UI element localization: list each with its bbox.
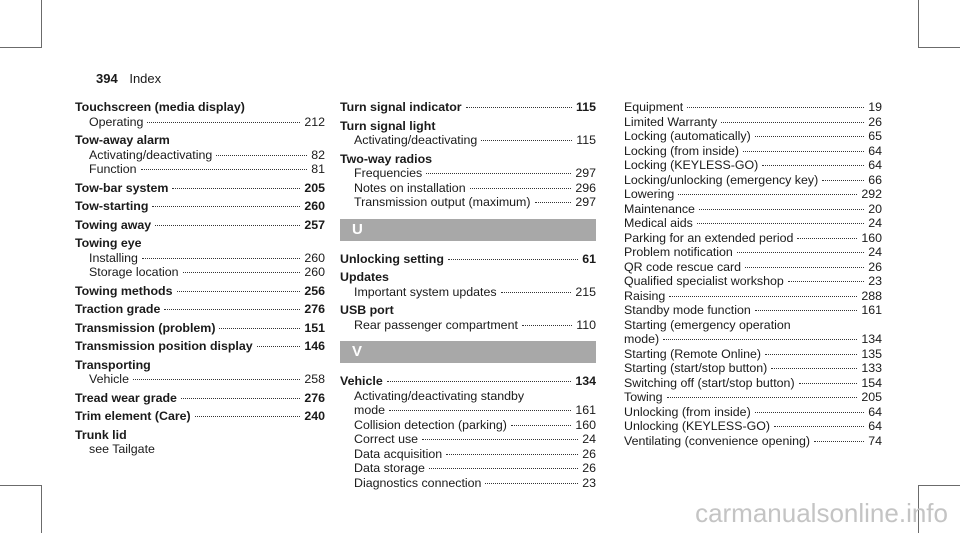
index-entry xyxy=(75,339,325,354)
entry-text: Data acquisition xyxy=(354,446,443,461)
dot-leader xyxy=(133,379,300,380)
page-ref: 260 xyxy=(304,250,325,265)
page-ref: 276 xyxy=(304,390,325,405)
dot-leader xyxy=(762,165,864,166)
entry-text: Function xyxy=(89,162,137,176)
dot-leader xyxy=(181,398,300,399)
page-ref: 61 xyxy=(582,251,596,266)
dot-leader xyxy=(183,272,301,273)
entry-text: Qualified specialist workshop xyxy=(624,274,784,288)
page-ref: 260 xyxy=(304,199,325,213)
sub-entry xyxy=(624,129,882,144)
crop-mark xyxy=(918,47,960,48)
entry-text: Operating xyxy=(89,114,144,129)
entry-text: Correct use xyxy=(354,432,419,446)
sub-entry-text: Activating/deactivating standby xyxy=(354,388,525,403)
dot-leader xyxy=(422,439,578,440)
index-entry xyxy=(75,236,325,280)
dot-leader xyxy=(470,188,572,189)
entry-text: Tread wear grade xyxy=(75,390,177,405)
sub-entry xyxy=(624,434,882,449)
sub-entry xyxy=(624,347,882,362)
page-ref: 276 xyxy=(304,302,325,316)
dot-leader xyxy=(446,454,578,455)
sub-entry xyxy=(624,274,882,289)
dot-leader xyxy=(164,309,300,310)
sub-entry xyxy=(624,303,882,318)
page-ref: 134 xyxy=(575,374,596,388)
page-ref: 65 xyxy=(868,129,882,143)
entry-text: Vehicle xyxy=(340,374,383,388)
page-ref: 135 xyxy=(861,346,882,361)
index-entry xyxy=(75,409,325,424)
sub-entry xyxy=(340,133,596,148)
page-ref: 258 xyxy=(304,372,325,386)
page-ref: 256 xyxy=(304,283,325,298)
index-entry-heading: Touchscreen (media display) xyxy=(75,100,245,114)
dot-leader xyxy=(814,441,864,442)
page-ref: 161 xyxy=(575,403,596,417)
entry-text: Diagnostics connection xyxy=(354,475,482,490)
dot-leader xyxy=(466,107,572,108)
entry-text: Starting (Remote Online) xyxy=(624,346,762,361)
entry-text: Activating/deactivating xyxy=(354,133,478,147)
page-ref: 64 xyxy=(868,158,882,172)
entry-text: Transmission output (maximum) xyxy=(354,195,531,209)
entry-text: Towing xyxy=(624,390,663,404)
page-ref: 26 xyxy=(868,259,882,274)
page-ref: 64 xyxy=(868,404,882,419)
index-entry-heading xyxy=(75,391,325,406)
sub-entry xyxy=(75,162,325,177)
dot-leader xyxy=(697,223,864,224)
dot-leader xyxy=(822,180,864,181)
index-entry xyxy=(75,358,325,387)
sub-entry xyxy=(340,166,596,181)
entry-text: Locking (KEYLESS-GO) xyxy=(624,158,759,172)
index-entry xyxy=(340,374,596,490)
page-ref: 161 xyxy=(861,303,882,317)
entry-text: Frequencies xyxy=(354,166,423,180)
entry-text: Problem notification xyxy=(624,245,733,259)
index-entry-heading xyxy=(75,409,325,424)
page-ref: 296 xyxy=(575,180,596,195)
dot-leader xyxy=(755,310,858,311)
dot-leader xyxy=(743,151,864,152)
entry-text: Rear passenger compartment xyxy=(354,317,518,332)
index-entry xyxy=(340,270,596,299)
dot-leader xyxy=(429,468,578,469)
index-entry xyxy=(75,218,325,233)
page-ref: 134 xyxy=(861,332,882,346)
crop-mark xyxy=(0,47,42,48)
sub-entry xyxy=(624,376,882,391)
dot-leader xyxy=(195,416,301,417)
entry-text: QR code rescue card xyxy=(624,259,742,274)
sub-entry xyxy=(75,372,325,387)
dot-leader xyxy=(765,354,857,355)
dot-leader xyxy=(799,383,858,384)
page-ref: 205 xyxy=(861,390,882,404)
index-entry xyxy=(75,133,325,177)
page-ref: 82 xyxy=(311,147,325,162)
index-entry-heading: Turn signal light xyxy=(340,118,436,133)
entry-text: Collision detection (parking) xyxy=(354,417,507,432)
index-entry-heading xyxy=(75,199,325,214)
entry-text: Equipment xyxy=(624,100,684,114)
dot-leader xyxy=(147,122,300,123)
sub-entry xyxy=(75,265,325,280)
dot-leader xyxy=(774,426,864,427)
index-entry xyxy=(75,302,325,317)
index-entry-heading: Two-way radios xyxy=(340,151,433,166)
index-entry-heading: Tow-away alarm xyxy=(75,133,170,147)
entry-text: Transmission (problem) xyxy=(75,320,216,335)
index-column-2 xyxy=(340,100,596,490)
sub-entry xyxy=(624,173,882,188)
crop-mark xyxy=(918,0,919,48)
page-title: Index xyxy=(129,71,162,86)
index-entry xyxy=(340,119,596,148)
dot-leader xyxy=(219,328,300,329)
page-ref: 160 xyxy=(575,417,596,432)
entry-text: mode xyxy=(354,403,385,417)
page-ref: 260 xyxy=(304,265,325,279)
dot-leader xyxy=(389,410,571,411)
sub-entry xyxy=(624,115,882,130)
dot-leader xyxy=(755,136,864,137)
dot-leader xyxy=(481,140,572,141)
dot-leader xyxy=(669,296,857,297)
entry-text: Standby mode function xyxy=(624,303,751,317)
sub-entry xyxy=(624,144,882,159)
sub-entry xyxy=(624,289,882,304)
page-ref: 297 xyxy=(575,166,596,180)
sub-entry xyxy=(340,418,596,433)
index-entry xyxy=(340,303,596,332)
sub-entry xyxy=(75,115,325,130)
sub-entry xyxy=(340,318,596,333)
page-ref: 20 xyxy=(868,201,882,216)
dot-leader xyxy=(511,425,571,426)
entry-text: Unlocking setting xyxy=(340,251,444,266)
entry-text: mode) xyxy=(624,332,660,346)
sub-entry xyxy=(340,181,596,196)
entry-text: Towing methods xyxy=(75,283,173,298)
index-entry-heading xyxy=(340,100,596,115)
sub-entry-text: Starting (emergency operation xyxy=(624,317,791,332)
entry-text: Tow-bar system xyxy=(75,180,169,195)
page-ref: 24 xyxy=(868,245,882,259)
index-entry-heading xyxy=(75,321,325,336)
entry-text: Vehicle xyxy=(89,372,129,386)
index-entry xyxy=(75,391,325,406)
entry-text: Starting (start/stop button) xyxy=(624,361,768,375)
dot-leader xyxy=(737,252,864,253)
entry-text: Maintenance xyxy=(624,201,695,216)
dot-leader xyxy=(141,169,308,170)
entry-text: Notes on installation xyxy=(354,180,466,195)
dot-leader xyxy=(522,325,572,326)
sub-entry xyxy=(624,361,882,376)
dot-leader xyxy=(387,381,572,382)
entry-text: Raising xyxy=(624,288,666,303)
entry-text: Locking (from inside) xyxy=(624,143,740,158)
sub-entry xyxy=(340,461,596,476)
entry-text: Locking/unlocking (emergency key) xyxy=(624,172,819,187)
index-entry-heading: Towing eye xyxy=(75,236,142,250)
dot-leader xyxy=(788,281,864,282)
crop-mark xyxy=(0,485,42,486)
dot-leader xyxy=(501,292,572,293)
page-ref: 110 xyxy=(576,317,596,332)
entry-text: Parking for an extended period xyxy=(624,230,794,245)
dot-leader xyxy=(771,368,857,369)
section-header-v: V xyxy=(340,341,596,363)
entry-text: Locking (automatically) xyxy=(624,129,751,143)
dot-leader xyxy=(142,258,300,259)
entry-text: Limited Warranty xyxy=(624,114,718,129)
dot-leader xyxy=(155,225,300,226)
sub-entry xyxy=(624,332,882,347)
page-ref: 151 xyxy=(304,320,325,335)
dot-leader xyxy=(678,194,857,195)
index-entry xyxy=(340,152,596,210)
entry-text: Activating/deactivating xyxy=(89,147,213,162)
section-header-u: U xyxy=(340,219,596,241)
index-column-3 xyxy=(624,100,882,448)
sub-entry xyxy=(624,245,882,260)
page-ref: 74 xyxy=(868,433,882,448)
sub-entry xyxy=(340,447,596,462)
page-ref: 23 xyxy=(582,475,596,490)
sub-entry xyxy=(75,148,325,163)
page-ref: 288 xyxy=(861,288,882,303)
entry-text: Ventilating (convenience opening) xyxy=(624,433,810,448)
index-entry-heading xyxy=(75,339,325,354)
sub-entry xyxy=(340,403,596,418)
page-ref: 215 xyxy=(575,284,596,299)
sub-entry xyxy=(624,100,882,115)
index-entry xyxy=(75,100,325,129)
index-entry-heading xyxy=(75,284,325,299)
page-ref: 26 xyxy=(582,461,596,475)
sub-entry xyxy=(75,442,325,457)
entry-text: Storage location xyxy=(89,265,179,279)
index-entry xyxy=(75,428,325,457)
entry-text: Lowering xyxy=(624,187,675,201)
dot-leader xyxy=(257,346,301,347)
page-ref: 81 xyxy=(311,162,325,176)
page-ref: 26 xyxy=(868,114,882,129)
entry-text: Turn signal indicator xyxy=(340,100,462,114)
sub-entry xyxy=(340,432,596,447)
watermark: carmanualsonline.info xyxy=(695,498,948,528)
page-ref: 115 xyxy=(576,133,596,147)
index-group-v xyxy=(340,374,596,490)
dot-leader xyxy=(699,209,864,210)
dot-leader xyxy=(797,238,857,239)
sub-entry xyxy=(624,202,882,217)
page-ref: 115 xyxy=(576,100,596,114)
sub-entry xyxy=(624,216,882,231)
index-entry-heading xyxy=(75,302,325,317)
sub-entry xyxy=(624,405,882,420)
dot-leader xyxy=(663,339,857,340)
page-number: 394 xyxy=(96,71,118,86)
dot-leader xyxy=(485,483,578,484)
index-entry-heading: Trunk lid xyxy=(75,427,127,442)
crop-mark xyxy=(41,0,42,48)
sub-entry xyxy=(624,158,882,173)
page-ref: 297 xyxy=(575,195,596,209)
page-ref: 64 xyxy=(868,143,882,158)
entry-text: Tow-starting xyxy=(75,199,149,213)
dot-leader xyxy=(152,206,300,207)
sub-entry xyxy=(624,390,882,405)
sub-entry xyxy=(624,231,882,246)
page-ref: 23 xyxy=(868,274,882,288)
dot-leader xyxy=(426,173,571,174)
dot-leader xyxy=(687,107,864,108)
dot-leader xyxy=(172,188,300,189)
dot-leader xyxy=(177,291,301,292)
entry-text: Traction grade xyxy=(75,302,161,316)
index-entry xyxy=(75,181,325,196)
sub-entry xyxy=(624,187,882,202)
page-ref: 154 xyxy=(861,375,882,390)
entry-text: Switching off (start/stop button) xyxy=(624,375,795,390)
page-ref: 133 xyxy=(861,361,882,375)
entry-text: Trim element (Care) xyxy=(75,409,191,423)
page-ref: 257 xyxy=(304,217,325,232)
page-ref: 240 xyxy=(304,409,325,423)
page-ref: 26 xyxy=(582,446,596,461)
crop-mark xyxy=(918,485,960,486)
index-group-u xyxy=(340,252,596,333)
page-ref: 146 xyxy=(304,339,325,353)
index-entry xyxy=(75,199,325,214)
entry-text: Important system updates xyxy=(354,284,497,299)
crop-mark xyxy=(41,485,42,533)
entry-text: Transmission position display xyxy=(75,339,253,353)
index-entry-heading xyxy=(340,252,596,267)
page-ref: 292 xyxy=(861,187,882,201)
index-entry xyxy=(340,252,596,267)
sub-entry xyxy=(624,260,882,275)
entry-text: Unlocking (KEYLESS-GO) xyxy=(624,419,770,433)
dot-leader xyxy=(745,267,864,268)
dot-leader xyxy=(535,202,572,203)
dot-leader xyxy=(216,155,307,156)
page-header xyxy=(96,71,161,86)
index-entry xyxy=(75,321,325,336)
page-ref: 24 xyxy=(582,432,596,446)
dot-leader xyxy=(721,122,864,123)
page-ref: 66 xyxy=(868,172,882,187)
index-entry-heading: Transporting xyxy=(75,357,151,372)
page-ref: 19 xyxy=(868,100,882,114)
index-group-t xyxy=(340,100,596,210)
dot-leader xyxy=(667,397,858,398)
index-entry-heading: USB port xyxy=(340,303,394,317)
entry-text: Unlocking (from inside) xyxy=(624,404,751,419)
index-entry xyxy=(340,100,596,115)
page-ref: 205 xyxy=(304,180,325,195)
index-entry-heading: Updates xyxy=(340,270,389,284)
index-entry xyxy=(75,284,325,299)
sub-entry xyxy=(340,476,596,491)
page-ref: 160 xyxy=(861,230,882,245)
sub-entry xyxy=(624,419,882,434)
entry-text: Towing away xyxy=(75,217,152,232)
entry-text: Data storage xyxy=(354,461,425,475)
entry-text: Installing xyxy=(89,250,138,265)
index-entry-heading xyxy=(75,218,325,233)
entry-text: see Tailgate xyxy=(89,442,155,456)
dot-leader xyxy=(448,259,578,260)
page-ref: 64 xyxy=(868,419,882,433)
entry-text: Medical aids xyxy=(624,216,693,230)
index-entry-heading xyxy=(340,374,596,389)
index-column-1 xyxy=(75,100,325,457)
page-ref: 212 xyxy=(304,114,325,129)
sub-entry xyxy=(75,251,325,266)
index-entry-heading xyxy=(75,181,325,196)
sub-entry xyxy=(340,285,596,300)
dot-leader xyxy=(755,412,865,413)
page-ref: 24 xyxy=(868,216,882,230)
sub-entry xyxy=(340,195,596,210)
